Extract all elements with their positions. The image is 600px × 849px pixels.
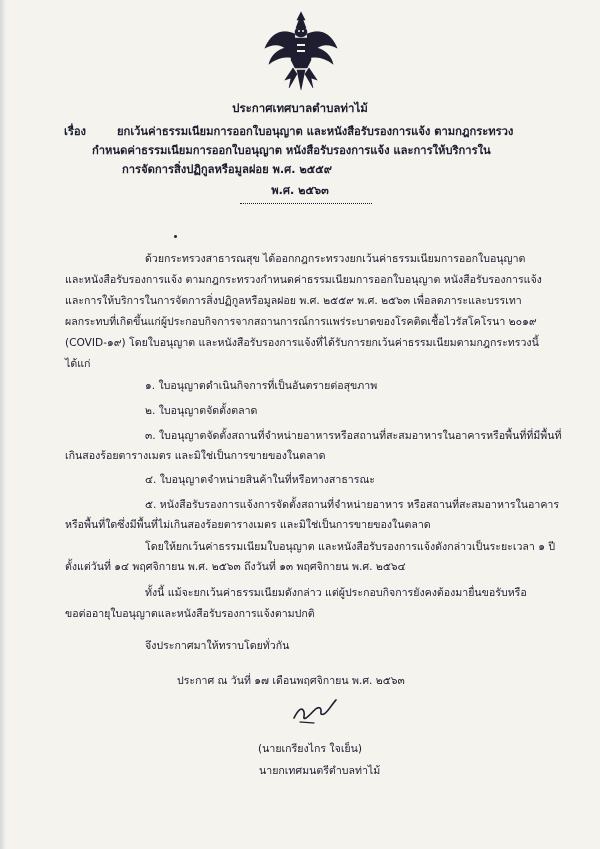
list-item-1: ๑. ใบอนุญาตดำเนินกิจการที่เป็นอันตรายต่อสุขภาพ bbox=[145, 380, 378, 392]
intro-line-5: (COVID-๑๙) โดยใบอนุญาต และหนังสือรับรองการแจ้งที่ได้รับการยกเว้นค่าธรรมเนียมตามกฎกระทรวงนี้ bbox=[65, 337, 539, 349]
list-item-4: ๔. ใบอนุญาตจำหน่ายสินค้าในที่หรือทางสาธารณะ bbox=[145, 474, 375, 486]
subject-label: เรื่อง bbox=[64, 125, 87, 138]
subject-line-3: การจัดการสิ่งปฏิกูลหรือมูลฝอย พ.ศ. ๒๕๕๙ bbox=[122, 163, 332, 176]
intro-line-3: และการให้บริการในการจัดการสิ่งปฏิกูลหรือมูลฝอย พ.ศ. ๒๕๕๙ พ.ศ. ๒๕๖๓ เพื่อลดภาระและบรรเทา bbox=[65, 295, 522, 307]
note-line-2: ขอต่ออายุใบอนุญาตและหนังสือรับรองการแจ้งตามปกติ bbox=[65, 608, 315, 620]
list-item-2: ๒. ใบอนุญาตจัดตั้งตลาด bbox=[145, 405, 258, 417]
organization-title: ประกาศเทศบาลตำบลท่าไม้ bbox=[232, 101, 368, 115]
intro-line-2: และหนังสือรับรองการแจ้ง ตามกฎกระทรวงกำหนดค่าธรรมเนียมการออกใบอนุญาต หนังสือรับรองการแจ้ง bbox=[65, 274, 542, 286]
handwritten-signature-icon bbox=[290, 696, 340, 726]
list-item-5: ๕. หนังสือรับรองการแจ้งการจัดตั้งสถานที่จำหน่ายอาหาร หรือสถานที่สะสมอาหารในอาคาร bbox=[145, 499, 560, 511]
exemption-period-line-1: โดยให้ยกเว้นค่าธรรมเนียมใบอนุญาต และหนังสือรับรองการแจ้งดังกล่าวเป็นระยะเวลา ๑ ปี bbox=[145, 541, 556, 553]
list-item-3: ๓. ใบอนุญาตจัดตั้งสถานที่จำหน่ายอาหารหรือสถานที่สะสมอาหารในอาคารหรือพื้นที่ที่มีพื้นที่ bbox=[145, 430, 562, 442]
signer-title: นายกเทศมนตรีตำบลท่าไม้ bbox=[259, 765, 381, 777]
list-item-5-cont: หรือพื้นที่ใดซึ่งมีพื้นที่ไม่เกินสองร้อยตารางเมตร และมิใช่เป็นการขายของในตลาด bbox=[65, 519, 431, 531]
note-line-1: ทั้งนี้ แม้จะยกเว้นค่าธรรมเนียมดังกล่าว แต่ผู้ประกอบกิจการยังคงต้องมายื่นขอรับหรือ bbox=[145, 587, 527, 599]
ink-speck bbox=[174, 235, 177, 238]
intro-line-1: ด้วยกระทรวงสาธารณสุข ได้ออกกฎกระทรวงยกเว้นค่าธรรมเนียมการออกใบอนุญาต bbox=[145, 253, 526, 265]
intro-line-4: ผลกระทบที่เกิดขึ้นแก่ผู้ประกอบกิจการจากสถานการณ์การแพร่ระบาดของโรคติดเชื้อไวรัสโคโรนา ๒๐๑๙ bbox=[65, 316, 537, 328]
list-item-3-cont: เกินสองร้อยตารางเมตร และมิใช่เป็นการขายของในตลาด bbox=[65, 450, 326, 462]
announcement-year: พ.ศ. ๒๕๖๓ bbox=[271, 184, 329, 197]
intro-line-6: ได้แก่ bbox=[65, 358, 91, 370]
garuda-emblem-icon bbox=[263, 8, 339, 92]
exemption-period-line-2: ตั้งแต่วันที่ ๑๔ พฤศจิกายน พ.ศ. ๒๕๖๓ ถึงวันที่ ๑๓ พฤศจิกายน พ.ศ. ๒๕๖๔ bbox=[65, 561, 406, 573]
scan-edge-shadow bbox=[0, 0, 6, 849]
subject-line-2: กำหนดค่าธรรมเนียมการออกใบอนุญาต หนังสือรับรองการแจ้ง และการให้บริการใน bbox=[92, 144, 491, 157]
closing-line: จึงประกาศมาให้ทราบโดยทั่วกัน bbox=[145, 640, 290, 652]
subject-line-1: ยกเว้นค่าธรรมเนียมการออกใบอนุญาต และหนังสือรับรองการแจ้ง ตามกฎกระทรวง bbox=[117, 125, 514, 138]
announcement-date: ประกาศ ณ วันที่ ๑๗ เดือนพฤศจิกายน พ.ศ. ๒๕๖๓ bbox=[177, 675, 405, 687]
signer-name: (นายเกรียงไกร ใจเย็น) bbox=[258, 743, 363, 755]
dotted-divider bbox=[240, 203, 372, 204]
